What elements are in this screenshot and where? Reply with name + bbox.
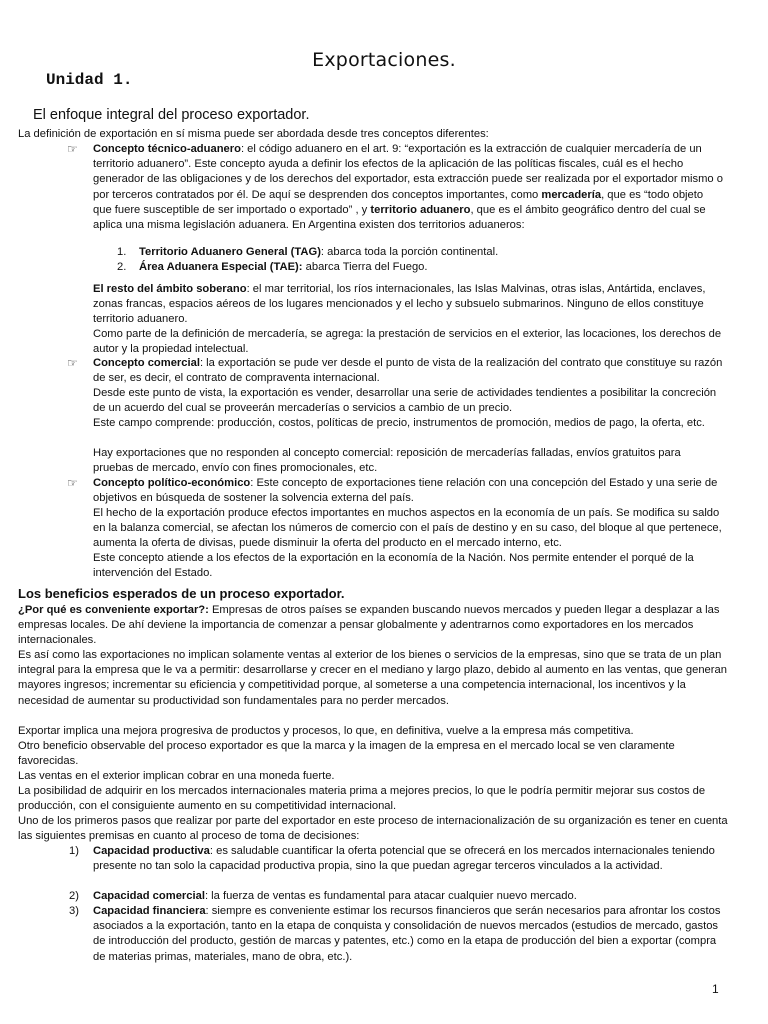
list-item-label: Capacidad productiva (93, 845, 210, 857)
concept-politico-p2: El hecho de la exportación produce efectos importantes en muchos aspectos en la economía de un país. Se modifica su saldo en la balanza comercial, se afectan los números de comercio con el país de destino y en su caso, del bloque al que pertenece, aumenta la oferta de divisas, puede disminuir la oferta del producto en el mercado interno, etc. (93, 507, 722, 550)
beneficios-p7: Uno de los primeros pasos que realizar por parte del exportador en este proceso de internacionalización de su organización es tener en cuenta las siguientes premisas en cuanto al proceso de toma de decisiones: (18, 815, 728, 843)
list-item-text: abarca Tierra del Fuego. (302, 261, 428, 273)
pointing-hand-icon: ☞ (67, 476, 78, 490)
concept-politico-economico (93, 476, 723, 506)
list-item-text: : la fuerza de ventas es fundamental para atacar cualquier nuevo mercado. (204, 890, 577, 902)
document-title: Exportaciones. (312, 49, 456, 71)
concept-text: , que es el ámbito geográfico dentro del cual se aplica una misma legislación aduanera. En Argentina existen dos territorios aduaneros: (93, 203, 706, 232)
concept-comercial (93, 356, 723, 386)
list-number: 1. (117, 246, 127, 258)
question-text: Empresas de otros países se expanden buscando nuevos mercados y pueden llegar a desplazar a las empresas locales. De ahí deviene la importancia de comenzar a pensar globalmente y adentrarnos como exportadores en los mercados internacionales. (18, 604, 720, 647)
term-territorio-aduanero: territorio aduanero (370, 203, 471, 216)
list-item-label: Capacidad financiera (93, 905, 206, 917)
concept-text: : el código aduanero en el art. 9: “exportación es la extracción de cualquier mercadería de un territorio aduanero”. Este concepto ayuda a definir los efectos de la aplicación de las políticas fiscales, cuál es el hecho generador de las obligaciones y de los derechos del exportador, esta extracción puede ser realizada por el exportador mismo o por terceros contratados por él. De aquí se desprenden dos conceptos importantes, como (93, 143, 723, 201)
concept-label: Concepto político-económico (93, 477, 251, 489)
list-item-label: Área Aduanera Especial (TAE): (139, 261, 303, 273)
capacidad-comercial-item (93, 889, 723, 904)
intro-paragraph: La definición de exportación en sí misma puede ser abordada desde tres conceptos diferentes: (18, 128, 489, 140)
list-number: 1) (69, 845, 79, 857)
concept-comercial-p3: Este campo comprende: producción, costos, políticas de precio, instrumentos de promoción, medios de pago, la oferta, etc. (93, 417, 705, 429)
concept-label: Concepto técnico-aduanero (93, 143, 241, 155)
list-number: 3) (69, 905, 79, 917)
concept-comercial-p2: Desde este punto de vista, la exportación es vender, desarrollar una serie de actividades tendientes a posibilitar la concreción de un acuerdo del cual se proveerán mercaderías o servicios a cambio de un precio. (93, 387, 717, 415)
resto-label: El resto del ámbito soberano (93, 283, 247, 295)
list-item-tag (139, 245, 719, 260)
beneficios-p2: Es así como las exportaciones no implican solamente ventas al exterior de los bienes o servicios de la empresas, sino que se trata de un plan integral para la empresa que le va a permitir: desarrollarse y crecer en el mediano y largo plazo, debido al aumento en las ventas, que generan mayores ingresos; incrementar su eficiencia y competitividad porque, al someterse a una competencia internacional, los incentivos y la necesidad de aumentar su productividad son fundamentales para no perder mercados. (18, 649, 727, 707)
term-mercaderia: mercadería (541, 188, 602, 201)
beneficios-p5: Las ventas en el exterior implican cobrar en una moneda fuerte. (18, 770, 335, 782)
list-number: 2. (117, 261, 127, 273)
list-item-label: Territorio Aduanero General (TAG) (139, 246, 321, 258)
list-item-text: : es saludable cuantificar la oferta potencial que se ofrecerá en los mercados internacionales teniendo presente no tan solo la capacidad productiva propia, sino la que puedan agregar terceros vinculados a la actividad. (93, 845, 715, 873)
resto-text: : el mar territorial, los ríos internacionales, las Islas Malvinas, otras islas, Antártida, enclaves, zonas francas, espacios aéreos de los lugares mencionados y el lecho y subsuelo submarinos. Ninguno de ellos constituye territorio aduanero. (93, 283, 706, 326)
list-item-label: Capacidad comercial (93, 890, 205, 902)
section-heading-enfoque: El enfoque integral del proceso exportador. (33, 107, 310, 123)
beneficios-p4: Otro beneficio observable del proceso exportador es que la marca y la imagen de la empresa en el mercado local se ven claramente favorecidas. (18, 740, 675, 768)
capacidad-financiera-item (93, 904, 723, 965)
list-number: 2) (69, 890, 79, 902)
capacidad-productiva-item (93, 844, 723, 874)
concept-politico-p3: Este concepto atiende a los efectos de la exportación en la economía de la Nación. Nos permite entender el porqué de la intervención del Estado. (93, 552, 694, 580)
pointing-hand-icon: ☞ (67, 356, 78, 370)
list-item-text: : siempre es conveniente estimar los recursos financieros que serán necesarios para afrontar los costos asociados a la exportación, tanto en la etapa de conquista y consolidación de nuevos mercados (estudios de mercado, gastos de introducción del producto, gestión de marcas y patentes, etc.) como en la etapa de producción del bien a exportar (compra de materias primas, materiales, mano de obra, etc.). (93, 905, 721, 963)
beneficios-p3: Exportar implica una mejora progresiva de productos y procesos, lo que, en definitiva, vuelve a la empresa más competitiva. (18, 725, 634, 737)
beneficios-question-paragraph (18, 603, 738, 649)
concept-comercial-p4: Hay exportaciones que no responden al concepto comercial: reposición de mercaderías falladas, envíos gratuitos para pruebas de mercado, envío con fines promocionales, etc. (93, 447, 681, 475)
concept-text: , que es “todo objeto que fuere susceptible de ser importado o exportado” , y (93, 188, 704, 216)
question-label: ¿Por qué es conveniente exportar?: (18, 604, 209, 616)
concept-label: Concepto comercial (93, 357, 200, 369)
resto-ambito-paragraph (93, 282, 723, 328)
unit-heading: Unidad 1. (46, 71, 133, 89)
pointing-hand-icon: ☞ (67, 142, 78, 156)
mercaderia-extra-paragraph: Como parte de la definición de mercadería, se agrega: la prestación de servicios en el exterior, las locaciones, los derechos de autor y la propiedad intelectual. (93, 328, 722, 356)
concept-text: : la exportación se pude ver desde el punto de vista de la realización del contrato que constituye su razón de ser, es decir, el contrato de compraventa internacional. (93, 357, 723, 385)
section-heading-beneficios: Los beneficios esperados de un proceso exportador. (18, 586, 345, 601)
beneficios-p6: La posibilidad de adquirir en los mercados internacionales materia prima a mejores precios, lo que le podría permitir mejorar sus costos de producción, con el consiguiente aumento en su competitividad internacional. (18, 785, 706, 813)
list-item-tae (139, 260, 719, 275)
list-item-text: : abarca toda la porción continental. (320, 246, 499, 258)
page-number: 1 (712, 982, 719, 996)
concept-text: : Este concepto de exportaciones tiene relación con una concepción del Estado y una serie de objetivos en búsqueda de sostener la solvencia externa del país. (93, 477, 718, 505)
concept-tecnico-aduanero (93, 142, 723, 233)
